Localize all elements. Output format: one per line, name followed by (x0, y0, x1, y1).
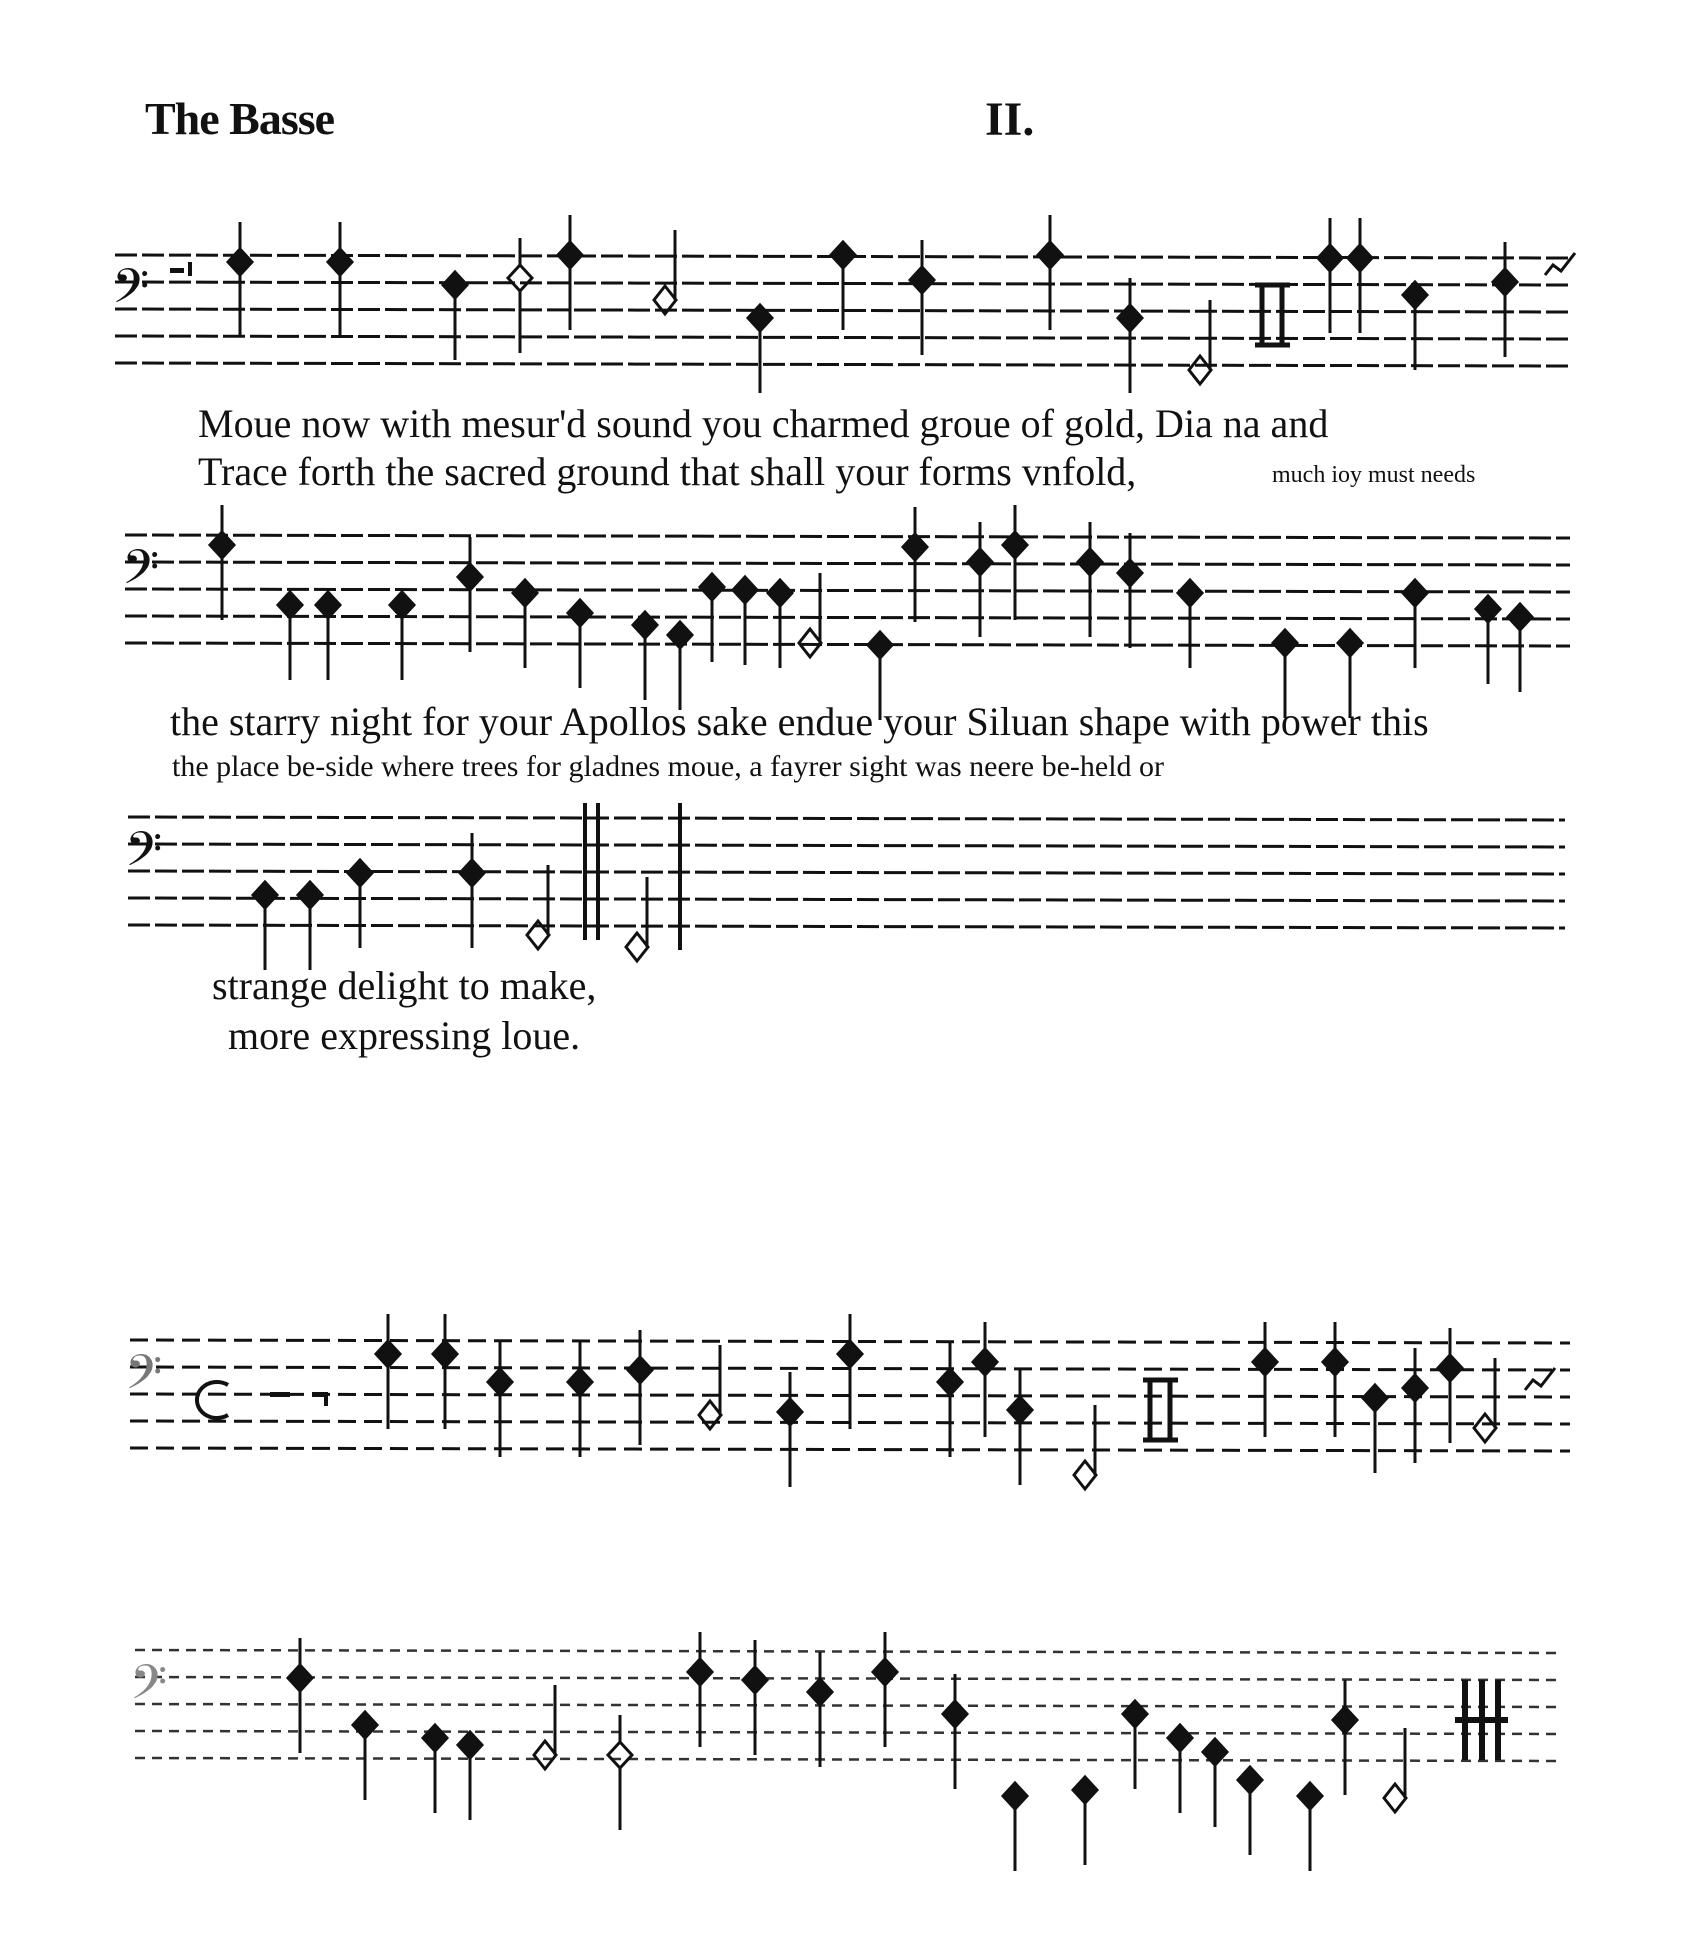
bass-clef-icon (112, 258, 149, 326)
rest-marks (170, 262, 192, 276)
note-head (527, 865, 549, 949)
note-head (1168, 1725, 1192, 1813)
note-head (626, 877, 648, 961)
note-head (328, 222, 352, 337)
note-head (1298, 1783, 1322, 1871)
note-head (458, 537, 482, 652)
song-number: II. (985, 93, 1035, 146)
note-head (743, 1640, 767, 1755)
note-head (433, 1314, 457, 1429)
staff-lines (125, 535, 1570, 646)
note-head (1348, 218, 1372, 333)
note-head (568, 1342, 592, 1457)
note-head (1123, 1701, 1147, 1789)
note-head (513, 580, 537, 668)
note-head (688, 1632, 712, 1747)
note-head (228, 222, 252, 337)
note-head (778, 1372, 802, 1487)
staff-system-4 (0, 1310, 1685, 1500)
svg-text:𝄢: 𝄢 (112, 258, 150, 326)
svg-text:𝄢: 𝄢 (130, 1654, 168, 1722)
note-head (458, 1732, 482, 1820)
note-head (873, 1632, 897, 1747)
note-head (443, 272, 467, 360)
note-head (423, 1725, 447, 1813)
note-head (1253, 1322, 1277, 1437)
note-head (1508, 604, 1532, 692)
note-head (1363, 1385, 1387, 1473)
svg-text:𝄢: 𝄢 (125, 821, 163, 889)
note-head (1074, 1405, 1096, 1489)
staff-system-1 (0, 230, 1685, 400)
note-head (1333, 1680, 1357, 1795)
note-head (348, 860, 372, 948)
note-head (1078, 522, 1102, 637)
note-head (1178, 580, 1202, 668)
note-head (1203, 1739, 1227, 1827)
custos-mark (1545, 253, 1575, 275)
note-head (1438, 1328, 1462, 1443)
bass-clef-icon (125, 821, 162, 889)
common-time-icon (197, 1382, 228, 1418)
notes (288, 1632, 1406, 1871)
note-head (668, 622, 692, 710)
bass-clef-icon (122, 539, 159, 607)
staff-system-2 (0, 505, 1685, 695)
note-head (1118, 278, 1142, 393)
note-head (390, 592, 414, 680)
note-head (1318, 218, 1342, 333)
note-head (768, 580, 792, 668)
note-head (628, 1330, 652, 1445)
note-head (938, 1342, 962, 1457)
note-head (831, 242, 855, 330)
note-head (1476, 596, 1500, 684)
note-head (1384, 1728, 1406, 1812)
note-head (1403, 282, 1427, 370)
note-head (1003, 1783, 1027, 1871)
double-bar (1143, 1380, 1178, 1440)
double-bar (1255, 285, 1290, 345)
lyric-line: the place be-side where trees for gladnes moue, a fayrer sight was neere be-held or (172, 750, 1165, 783)
svg-text:𝄢: 𝄢 (125, 1344, 163, 1412)
bass-clef-icon (130, 1654, 167, 1722)
lyric-line: strange delight to make, (212, 963, 597, 1008)
note-head (973, 1322, 997, 1437)
part-name: The Basse (145, 93, 335, 144)
notes (376, 1314, 1496, 1489)
note-head (316, 592, 340, 680)
note-head (633, 612, 657, 700)
final-bar (1455, 1680, 1508, 1760)
lyric-line: more expressing loue. (228, 1013, 581, 1058)
note-head (1403, 1348, 1427, 1463)
note-head (1073, 1777, 1097, 1865)
note-head (1038, 215, 1062, 330)
note-head (488, 1342, 512, 1457)
note-head (968, 522, 992, 637)
note-head (534, 1685, 556, 1769)
note-head (733, 577, 757, 665)
lyric-line: the starry night for your Apollos sake endue your Siluan shape with power this (170, 699, 1429, 744)
note-head (460, 833, 484, 948)
note-head (1403, 580, 1427, 668)
note-head (558, 215, 582, 330)
note-head (699, 1345, 721, 1429)
lyric-line: much ioy must needs (1272, 462, 1476, 488)
note-head (838, 1314, 862, 1429)
note-head (808, 1652, 832, 1767)
note-head (353, 1712, 377, 1800)
staff-system-3 (0, 795, 1685, 975)
note-head (1238, 1767, 1262, 1855)
note-head (654, 230, 676, 314)
note-head (1323, 1322, 1347, 1437)
note-head (376, 1314, 400, 1429)
note-head (748, 305, 772, 393)
note-head (943, 1674, 967, 1789)
lyric-line: Moue now with mesur'd sound you charmed groue of gold, Dia na and (198, 401, 1329, 446)
notes (253, 833, 648, 970)
svg-text:𝄢: 𝄢 (122, 539, 160, 607)
staff-lines (128, 817, 1565, 928)
lyric-line: Trace forth the sacred ground that shall your forms vnfold, (198, 449, 1137, 494)
note-head (278, 592, 302, 680)
final-bar (585, 803, 680, 950)
bass-clef-icon (125, 1344, 162, 1412)
staff-system-5 (0, 1620, 1685, 1840)
note-head (288, 1638, 312, 1753)
note-head (1008, 1370, 1032, 1485)
